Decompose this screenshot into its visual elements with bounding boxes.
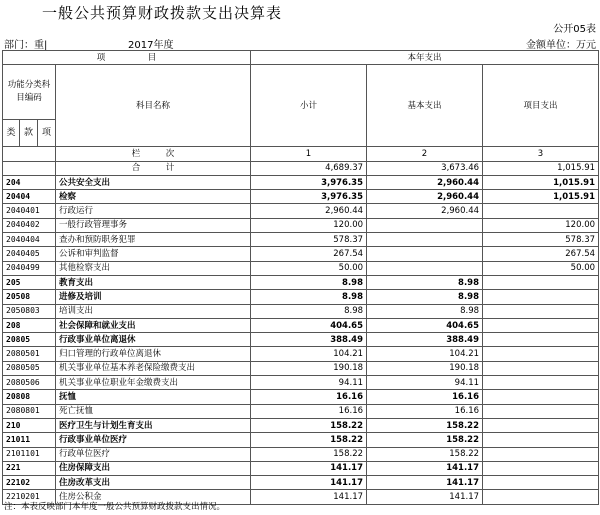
row-project: 1,015.91 [483,175,599,189]
row-subtotal: 141.17 [251,476,367,490]
table-row [3,204,599,218]
row-code: 221 [3,461,56,475]
col-number-1: 1 [251,147,367,161]
row-project [483,361,599,375]
table-row [3,304,599,318]
row-project [483,447,599,461]
row-basic: 190.18 [367,361,483,375]
row-code: 20404 [3,190,56,204]
table-row [3,290,599,304]
header-project: 项 目 [3,51,251,65]
row-code: 2040402 [3,218,56,232]
row-subtotal: 578.37 [251,233,367,247]
row-subtotal: 141.17 [251,490,367,504]
row-subject-name: 住房保障支出 [56,461,251,475]
header-func-code: 功能分类科目编码 [3,65,56,120]
row-code: 208 [3,318,56,332]
row-code: 2050803 [3,304,56,318]
header-subtotal: 小计 [251,65,367,147]
table-row [3,333,599,347]
row-lan-ci: 栏 次 [56,147,251,161]
row-subject-name: 教育支出 [56,275,251,289]
table-row [3,404,599,418]
row-subject-name: 机关事业单位基本养老保险缴费支出 [56,361,251,375]
row-subtotal: 104.21 [251,347,367,361]
row-project [483,318,599,332]
row-subject-name: 住房公积金 [56,490,251,504]
row-project: 120.00 [483,218,599,232]
row-code: 2080801 [3,404,56,418]
header-xiang: 项 [38,120,56,147]
total-label: 合 计 [56,161,251,175]
row-basic: 16.16 [367,404,483,418]
row-subtotal: 158.22 [251,418,367,432]
row-basic: 104.21 [367,347,483,361]
header-kuan: 款 [20,120,38,147]
row-project: 50.00 [483,261,599,275]
row-subtotal: 50.00 [251,261,367,275]
row-subject-name: 检察 [56,190,251,204]
table-row [3,476,599,490]
row-code: 2101101 [3,447,56,461]
row-subtotal: 2,960.44 [251,204,367,218]
row-subtotal: 267.54 [251,247,367,261]
row-basic: 141.17 [367,490,483,504]
row-basic: 158.22 [367,433,483,447]
header-current-year: 本年支出 [251,51,599,65]
row-code: 2040404 [3,233,56,247]
row-basic: 404.65 [367,318,483,332]
department-label: 部门：重| [4,40,48,51]
row-project [483,204,599,218]
total-project: 1,015.91 [483,161,599,175]
row-basic: 8.98 [367,304,483,318]
row-code: 2040499 [3,261,56,275]
row-subject-name: 归口管理的行政单位离退休 [56,347,251,361]
row-basic: 141.17 [367,461,483,475]
row-subtotal: 94.11 [251,376,367,390]
row-basic [367,218,483,232]
row-project [483,433,599,447]
row-subject-name: 抚恤 [56,390,251,404]
table-row [3,447,599,461]
header-basic: 基本支出 [367,65,483,147]
row-basic: 16.16 [367,390,483,404]
row-code: 21011 [3,433,56,447]
row-basic: 2,960.44 [367,190,483,204]
fiscal-year: 2017年度 [128,40,174,51]
table-row [3,218,599,232]
row-basic [367,247,483,261]
row-subject-name: 公共安全支出 [56,175,251,189]
row-subject-name: 公诉和审判监督 [56,247,251,261]
header-subject-name: 科目名称 [56,65,251,147]
row-project [483,390,599,404]
row-subject-name: 行政事业单位医疗 [56,433,251,447]
row-code: 2080506 [3,376,56,390]
row-project [483,461,599,475]
total-subtotal: 4,689.37 [251,161,367,175]
row-basic: 141.17 [367,476,483,490]
expenditure-table [2,50,599,505]
row-subtotal: 120.00 [251,218,367,232]
row-code: 20805 [3,333,56,347]
row-subtotal: 158.22 [251,447,367,461]
row-code: 2080501 [3,347,56,361]
row-subject-name: 行政运行 [56,204,251,218]
row-project: 1,015.91 [483,190,599,204]
row-project [483,333,599,347]
row-project [483,304,599,318]
row-subject-name: 行政事业单位离退休 [56,333,251,347]
table-row [3,418,599,432]
table-row [3,461,599,475]
row-code: 2040401 [3,204,56,218]
row-basic: 2,960.44 [367,204,483,218]
header-lei: 类 [3,120,20,147]
row-basic: 2,960.44 [367,175,483,189]
row-code: 2210201 [3,490,56,504]
footnote: 注：本表反映部门本年度一般公共预算财政拨款支出情况。 [4,502,226,512]
row-subject-name: 其他检察支出 [56,261,251,275]
header-project-exp: 项目支出 [483,65,599,147]
row-subject-name: 查办和预防职务犯罪 [56,233,251,247]
row-basic: 158.22 [367,447,483,461]
row-subtotal: 388.49 [251,333,367,347]
form-number: 公开05表 [553,24,596,35]
table-row [3,376,599,390]
row-subtotal: 158.22 [251,433,367,447]
col-number-2: 2 [367,147,483,161]
table-row [3,175,599,189]
row-subtotal: 8.98 [251,290,367,304]
col-number-3: 3 [483,147,599,161]
row-code: 2040405 [3,247,56,261]
row-subject-name: 行政单位医疗 [56,447,251,461]
row-subtotal: 8.98 [251,304,367,318]
row-basic [367,261,483,275]
row-project [483,404,599,418]
row-code: 22102 [3,476,56,490]
row-subject-name: 社会保障和就业支出 [56,318,251,332]
table-row [3,318,599,332]
table-row [3,261,599,275]
row-subject-name: 机关事业单位职业年金缴费支出 [56,376,251,390]
row-subtotal: 404.65 [251,318,367,332]
row-subject-name: 进修及培训 [56,290,251,304]
row-subtotal: 3,976.35 [251,175,367,189]
row-project: 267.54 [483,247,599,261]
row-project [483,290,599,304]
row-code: 20808 [3,390,56,404]
row-basic: 158.22 [367,418,483,432]
row-code: 205 [3,275,56,289]
row-project [483,418,599,432]
row-basic: 94.11 [367,376,483,390]
row-project [483,347,599,361]
total-basic: 3,673.46 [367,161,483,175]
row-subject-name: 一般行政管理事务 [56,218,251,232]
row-code: 210 [3,418,56,432]
row-subtotal: 16.16 [251,390,367,404]
page-title: 一般公共预算财政拨款支出决算表 [42,4,283,22]
table-row [3,390,599,404]
row-basic: 388.49 [367,333,483,347]
row-subtotal: 16.16 [251,404,367,418]
row-project [483,476,599,490]
row-subtotal: 141.17 [251,461,367,475]
table-row [3,347,599,361]
row-subject-name: 住房改革支出 [56,476,251,490]
amount-unit: 金额单位：万元 [526,40,596,51]
table-row [3,433,599,447]
row-basic: 8.98 [367,275,483,289]
row-subtotal: 8.98 [251,275,367,289]
row-project [483,490,599,504]
row-project: 578.37 [483,233,599,247]
table-row [3,233,599,247]
row-project [483,376,599,390]
row-code: 204 [3,175,56,189]
row-code: 20508 [3,290,56,304]
row-basic: 8.98 [367,290,483,304]
table-row [3,361,599,375]
row-subject-name: 死亡抚恤 [56,404,251,418]
row-code: 2080505 [3,361,56,375]
row-project [483,275,599,289]
row-subject-name: 医疗卫生与计划生育支出 [56,418,251,432]
table-row [3,275,599,289]
table-row [3,190,599,204]
row-subtotal: 190.18 [251,361,367,375]
table-row [3,247,599,261]
row-subtotal: 3,976.35 [251,190,367,204]
row-basic [367,233,483,247]
row-subject-name: 培训支出 [56,304,251,318]
